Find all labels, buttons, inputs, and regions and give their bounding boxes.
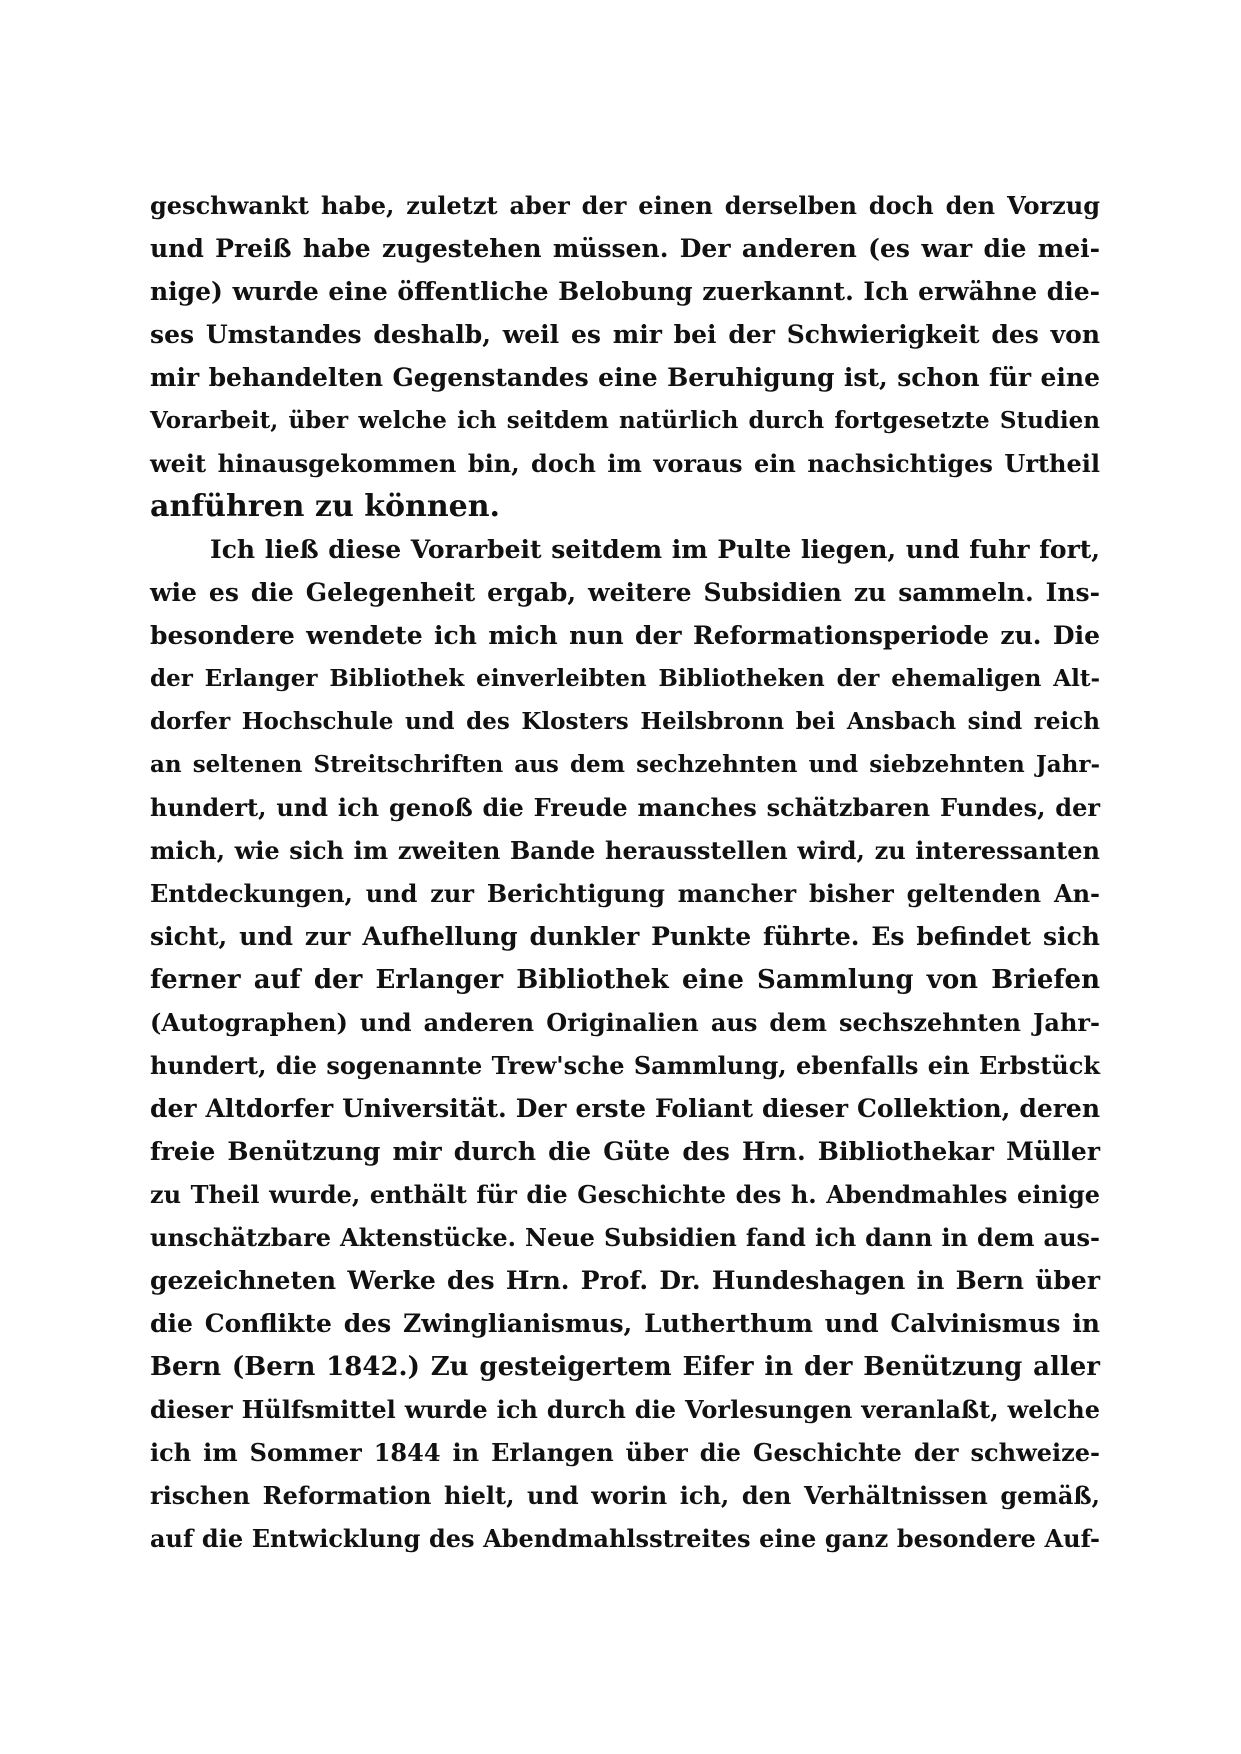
text-line: ich im Sommer 1844 in Erlangen über die Geschichte der schweize- xyxy=(150,1438,1100,1467)
text-line: nige) wurde eine öffentliche Belobung zuerkannt. Ich erwähne die- xyxy=(150,277,1100,306)
text-line: geschwankt habe, zuletzt aber der einen derselben doch den Vorzug xyxy=(150,191,1100,220)
text-line: wie es die Gelegenheit ergab, weitere Subsidien zu sammeln. Ins- xyxy=(150,578,1100,607)
text-line: und Preiß habe zugestehen müssen. Der anderen (es war die mei- xyxy=(150,234,1100,263)
text-line: (Autographen) und anderen Originalien aus dem sechszehnten Jahr- xyxy=(150,1008,1100,1037)
text-line: dorfer Hochschule und des Klosters Heilsbronn bei Ansbach sind reich xyxy=(150,708,1100,735)
text-line: mich, wie sich im zweiten Bande herausstellen wird, zu interessanten xyxy=(150,836,1100,865)
text-line: hundert, die sogenannte Trew'sche Sammlung, ebenfalls ein Erbstück xyxy=(150,1051,1100,1080)
text-line: der Erlanger Bibliothek einverleibten Bibliotheken der ehemaligen Alt- xyxy=(150,665,1100,692)
text-line: an seltenen Streitschriften aus dem sechzehnten und siebzehnten Jahr- xyxy=(150,751,1100,778)
text-line: mir behandelten Gegenstandes eine Beruhigung ist, schon für eine xyxy=(150,363,1100,392)
text-line: anführen zu können. xyxy=(150,489,500,524)
text-line: weit hinausgekommen bin, doch im voraus ein nachsichtiges Urtheil xyxy=(150,449,1100,478)
text-line: Ich ließ diese Vorarbeit seitdem im Pulte liegen, und fuhr fort, xyxy=(210,535,1100,564)
text-line: Bern (Bern 1842.) Zu gesteigertem Eifer in der Benützung aller xyxy=(150,1352,1100,1382)
text-line: dieser Hülfsmittel wurde ich durch die Vorlesungen veranlaßt, welche xyxy=(150,1395,1100,1424)
text-line: gezeichneten Werke des Hrn. Prof. Dr. Hundeshagen in Bern über xyxy=(150,1266,1100,1295)
text-line: besondere wendete ich mich nun der Reformationsperiode zu. Die xyxy=(150,621,1100,650)
text-line: freie Benützung mir durch die Güte des Hrn. Bibliothekar Müller xyxy=(150,1137,1100,1166)
text-line: Entdeckungen, und zur Berichtigung mancher bisher geltenden An- xyxy=(150,879,1100,908)
text-line: zu Theil wurde, enthält für die Geschichte des h. Abendmahles einige xyxy=(150,1180,1100,1209)
text-line: die Conflikte des Zwinglianismus, Lutherthum und Calvinismus in xyxy=(150,1309,1100,1338)
text-line: sicht, und zur Aufhellung dunkler Punkte führte. Es befindet sich xyxy=(150,922,1100,951)
text-line: ferner auf der Erlanger Bibliothek eine Sammlung von Briefen xyxy=(150,965,1100,995)
text-line: ses Umstandes deshalb, weil es mir bei der Schwierigkeit des von xyxy=(150,320,1100,349)
text-line: rischen Reformation hielt, und worin ich, den Verhältnissen gemäß, xyxy=(150,1481,1100,1510)
text-line: hundert, und ich genoß die Freude manches schätzbaren Fundes, der xyxy=(150,793,1100,822)
text-line: auf die Entwicklung des Abendmahlsstreites eine ganz besondere Auf- xyxy=(150,1524,1100,1553)
text-line: unschätzbare Aktenstücke. Neue Subsidien fand ich dann in dem aus- xyxy=(150,1223,1100,1252)
text-line: Vorarbeit, über welche ich seitdem natürlich durch fortgesetzte Studien xyxy=(150,407,1100,434)
text-line: der Altdorfer Universität. Der erste Foliant dieser Collektion, deren xyxy=(150,1094,1100,1123)
